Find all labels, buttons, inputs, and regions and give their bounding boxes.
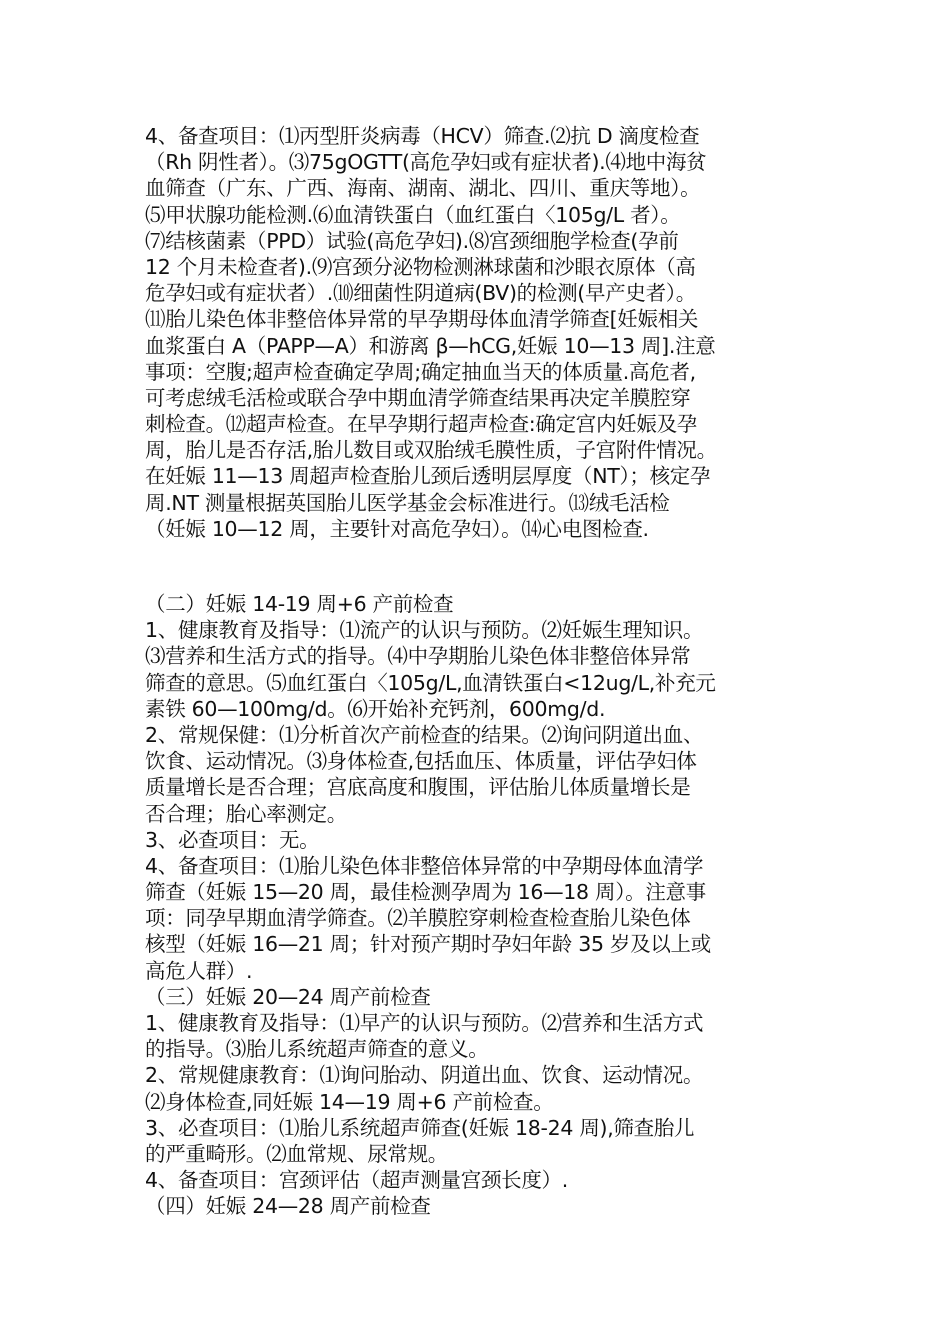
text-line: 的指导。⑶胎儿系统超声筛查的意义。 xyxy=(145,1037,489,1062)
text-line: 的严重畸形。⑵血常规、尿常规。 xyxy=(145,1141,448,1166)
text-line: 筛查的意思。⑸血红蛋白〈105g/L,血清铁蛋白<12ug/L,补充元 xyxy=(145,670,716,695)
text-line: 核型（妊娠 16—21 周；针对预产期时孕妇年龄 35 岁及以上或 xyxy=(145,932,711,957)
text-line: 刺检查。⑿超声检查。在早孕期行超声检查:确定宫内妊娠及孕 xyxy=(145,412,698,437)
text-line: 2、常规保健：⑴分析首次产前检查的结果。⑵询问阴道出血、 xyxy=(145,722,704,747)
text-line: 筛查（妊娠 15—20 周，最佳检测孕周为 16—18 周）。注意事 xyxy=(145,880,706,905)
text-line: 2、常规健康教育：⑴询问胎动、阴道出血、饮食、运动情况。 xyxy=(145,1063,704,1088)
text-line: 在妊娠 11—13 周超声检查胎儿颈后透明层厚度（NT）；核定孕 xyxy=(145,464,711,489)
section-heading: （二）妊娠 14-19 周+6 产前检查 xyxy=(145,592,454,616)
text-line: （Rh 阴性者）。⑶75gOGTT(高危孕妇或有症状者).⑷地中海贫 xyxy=(145,150,707,175)
text-line: ⑵身体检查,同妊娠 14—19 周+6 产前检查。 xyxy=(145,1089,554,1114)
text-line: 4、备查项目：⑴丙型肝炎病毒（HCV）筛查.⑵抗 D 滴度检查 xyxy=(145,124,700,148)
text-line: 血浆蛋白 A（PAPP—A）和游离 β—hCG,妊娠 10—13 周].注意 xyxy=(145,333,716,358)
text-line: 3、必查项目：无。 xyxy=(145,827,320,852)
text-line: ⑸甲状腺功能检测.⑹血清铁蛋白（血红蛋白〈105g/L 者）。 xyxy=(145,202,681,227)
text-line: 事项：空腹;超声检查确定孕周;确定抽血当天的体质量.高危者, xyxy=(145,359,696,384)
text-line: （妊娠 10—12 周，主要针对高危孕妇）。⒁心电图检查. xyxy=(145,516,649,541)
text-line: 质量增长是否合理；宫底高度和腹围，评估胎儿体质量增长是 xyxy=(145,775,691,800)
text-line: 周，胎儿是否存活,胎儿数目或双胎绒毛膜性质，子宫附件情况。 xyxy=(145,438,717,463)
text-line: 否合理；胎心率测定。 xyxy=(145,801,347,826)
text-line: 周.NT 测量根据英国胎儿医学基金会标准进行。⒀绒毛活检 xyxy=(145,490,670,515)
text-line: 3、必查项目：⑴胎儿系统超声筛查(妊娠 18-24 周),筛查胎儿 xyxy=(145,1115,695,1140)
text-line: 危孕妇或有症状者）.⑽细菌性阴道病(BV)的检测(早产史者）。 xyxy=(145,281,696,306)
text-line: 高危人群）. xyxy=(145,958,253,983)
text-line: 项：同孕早期血清学筛查。⑵羊膜腔穿刺检查检查胎儿染色体 xyxy=(145,906,691,931)
text-line: 血筛查（广东、广西、海南、湖南、湖北、四川、重庆等地）。 xyxy=(145,176,701,201)
text-line: 素铁 60—100mg/d。⑹开始补充钙剂，600mg/d. xyxy=(145,696,606,721)
text-line: ⑾胎儿染色体非整倍体异常的早孕期母体血清学筛查[妊娠相关 xyxy=(145,307,699,332)
text-line: 4、备查项目：⑴胎儿染色体非整倍体异常的中孕期母体血清学 xyxy=(145,853,704,878)
text-line: 4、备查项目：宫颈评估（超声测量宫颈长度）. xyxy=(145,1168,568,1193)
text-block-second-trimester-checkups xyxy=(145,591,835,1220)
text-line: 1、健康教育及指导：⑴早产的认识与预防。⑵营养和生活方式 xyxy=(145,1011,704,1035)
text-block-first-trimester-optional-tests xyxy=(145,123,835,542)
section-heading: （三）妊娠 20—24 周产前检查 xyxy=(145,984,431,1009)
text-line: 1、健康教育及指导：⑴流产的认识与预防。⑵妊娠生理知识。 xyxy=(145,618,704,643)
section-heading: （四）妊娠 24—28 周产前检查 xyxy=(145,1194,431,1219)
text-line: 可考虑绒毛活检或联合孕中期血清学筛查结果再决定羊膜腔穿 xyxy=(145,385,691,410)
text-line: 12 个月未检查者).⑼宫颈分泌物检测淋球菌和沙眼衣原体（高 xyxy=(145,254,696,279)
text-line: ⑺结核菌素（PPD）试验(高危孕妇).⑻宫颈细胞学检查(孕前 xyxy=(145,228,679,253)
text-line: ⑶营养和生活方式的指导。⑷中孕期胎儿染色体非整倍体异常 xyxy=(145,644,691,669)
text-line: 饮食、运动情况。⑶身体检查,包括血压、体质量，评估孕妇体 xyxy=(145,749,697,774)
